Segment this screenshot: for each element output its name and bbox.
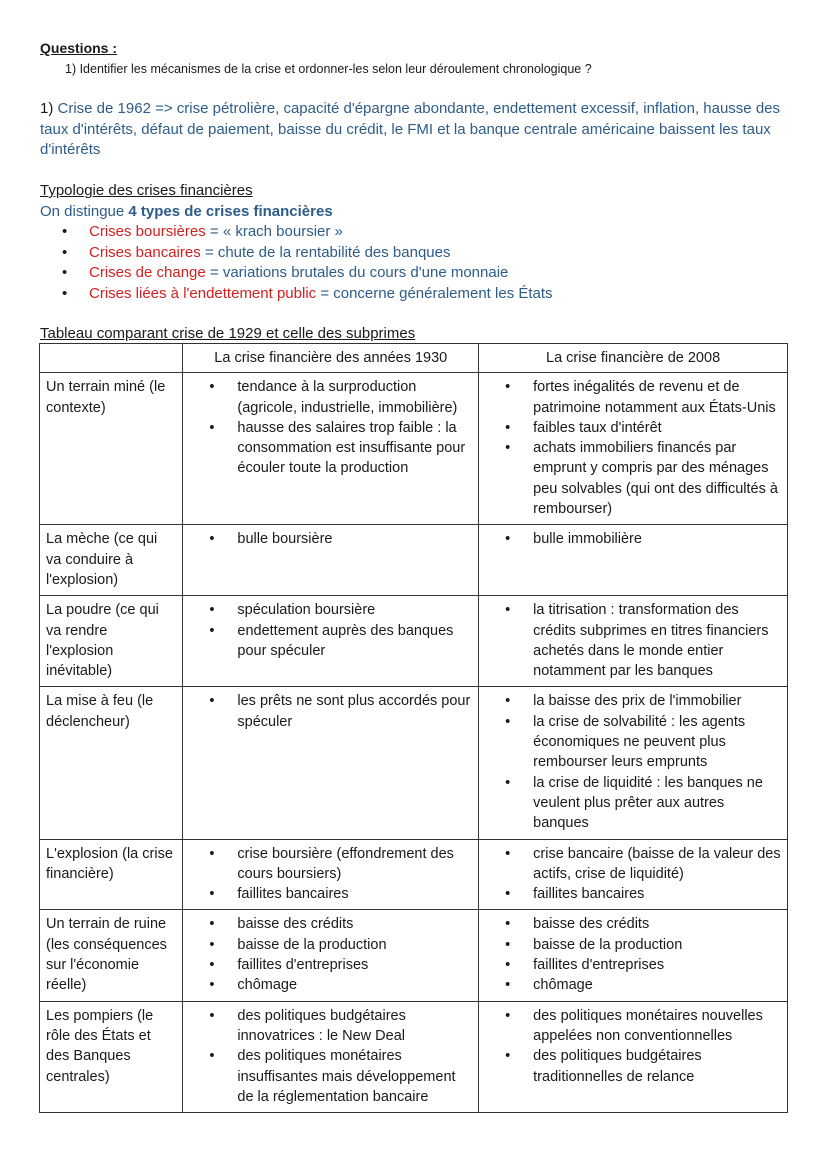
bullet-list	[485, 914, 781, 995]
header-1930: La crise financière des années 1930	[183, 344, 479, 373]
list-item-text: faillites bancaires	[533, 886, 645, 903]
crisis-type-desc: = chute de la rentabilité des banques	[200, 243, 451, 261]
bullet-list	[485, 844, 781, 905]
bullet-icon: •	[505, 977, 511, 994]
list-item-text: faillites d'entreprises	[533, 957, 665, 974]
list-item	[485, 884, 781, 904]
bullet-icon: •	[209, 1007, 215, 1024]
bullet-icon: •	[209, 845, 215, 862]
table-row	[40, 373, 788, 525]
bullet-icon: •	[209, 602, 215, 619]
row-label: Un terrain miné (le contexte)	[40, 373, 183, 525]
bullet-list	[485, 377, 781, 519]
list-item	[485, 773, 781, 834]
list-item	[62, 263, 553, 284]
bullet-list	[189, 1006, 472, 1107]
bullet-icon: •	[505, 1007, 511, 1024]
cell-2008	[479, 1001, 788, 1112]
table-row	[40, 910, 788, 1001]
list-item-text: la titrisation : transformation des crédits subprimes en titres financiers achetés dans le monde entier notamment par les banques	[533, 602, 769, 680]
crisis-type-desc: = concerne généralement les États	[316, 284, 553, 302]
crisis-type-desc: = variations brutales du cours d'une monnaie	[205, 264, 509, 281]
list-item	[485, 914, 781, 934]
bullet-list	[485, 529, 781, 549]
bullet-icon: •	[505, 886, 511, 903]
cell-2008	[479, 373, 788, 525]
table-row	[40, 525, 788, 596]
list-item	[189, 914, 472, 934]
list-item	[189, 955, 472, 975]
list-item-text: chômage	[533, 977, 593, 994]
bullet-list	[485, 600, 781, 681]
bullet-list	[189, 377, 472, 478]
bullet-icon: •	[62, 223, 68, 240]
list-item-text: bulle boursière	[237, 531, 333, 548]
list-item-text: la crise de solvabilité : les agents économiques ne peuvent plus rembourser leurs emprunts	[533, 713, 746, 771]
list-item-text: baisse de la production	[533, 936, 683, 953]
list-item-text: des politiques monétaires nouvelles appelées non conventionnelles	[533, 1007, 763, 1044]
list-item	[485, 691, 781, 711]
row-label: La mise à feu (le déclencheur)	[40, 687, 183, 839]
list-item-text: chômage	[237, 977, 298, 994]
list-item-text: faibles taux d'intérêt	[533, 419, 662, 436]
list-item-text: baisse des crédits	[237, 916, 354, 933]
list-item-text: des politiques monétaires insuffisantes mais développement de la réglementation bancaire	[237, 1048, 456, 1105]
list-item	[62, 284, 553, 305]
row-label: Un terrain de ruine (les conséquences sur l'économie réelle)	[40, 910, 183, 1001]
list-item	[485, 712, 781, 773]
typology-intro-prefix: On distingue	[40, 203, 129, 220]
question-1: 1) Identifier les mécanismes de la crise et ordonner-les selon leur déroulement chronologique ?	[65, 62, 592, 76]
bullet-icon: •	[209, 531, 215, 548]
cell-2008	[479, 687, 788, 839]
table-row	[40, 596, 788, 687]
list-item	[189, 377, 472, 418]
row-label: La poudre (ce qui va rendre l'explosion inévitable)	[40, 596, 183, 687]
list-item	[189, 600, 472, 620]
bullet-icon: •	[209, 886, 215, 903]
cell-1930	[183, 910, 479, 1001]
bullet-icon: •	[209, 916, 215, 933]
list-item-text: des politiques budgétaires innovatrices : le New Deal	[237, 1007, 406, 1044]
bullet-icon: •	[505, 531, 511, 548]
bullet-icon: •	[505, 693, 511, 710]
crisis-type-desc: = « krach boursier »	[205, 223, 343, 240]
list-item	[189, 884, 472, 904]
list-item	[485, 955, 781, 975]
typology-title: Typologie des crises financières	[40, 182, 253, 199]
bullet-icon: •	[209, 622, 215, 639]
answer-number: 1)	[40, 100, 58, 117]
bullet-list	[189, 914, 472, 995]
bullet-list	[189, 844, 472, 905]
bullet-icon: •	[209, 977, 215, 994]
comparison-table	[39, 343, 788, 1113]
list-item-text: la baisse des prix de l'immobilier	[533, 693, 742, 710]
typology-intro-bold: 4 types de crises financières	[128, 203, 333, 220]
bullet-icon: •	[209, 957, 215, 974]
bullet-icon: •	[505, 936, 511, 953]
bullet-icon: •	[505, 957, 511, 974]
table-body	[40, 373, 788, 1113]
list-item	[485, 935, 781, 955]
cell-2008	[479, 910, 788, 1001]
list-item	[189, 621, 472, 662]
list-item	[485, 1046, 781, 1087]
bullet-list	[189, 600, 472, 661]
crisis-type-name: Crises de change	[89, 264, 206, 281]
bullet-icon: •	[62, 264, 68, 281]
list-item-text: bulle immobilière	[533, 531, 642, 548]
list-item	[485, 418, 781, 438]
cell-1930	[183, 373, 479, 525]
bullet-icon: •	[209, 936, 215, 953]
cell-1930	[183, 525, 479, 596]
list-item-text: la crise de liquidité : les banques ne veulent plus prêter aux autres banques	[533, 774, 763, 832]
bullet-icon: •	[505, 713, 511, 730]
list-item-text: faillites d'entreprises	[237, 957, 369, 974]
list-item-text: achats immobiliers financés par emprunt y compris par des ménages peu solvables (qui ont des difficultés à rembourser)	[533, 440, 778, 518]
bullet-icon: •	[505, 774, 511, 791]
list-item	[189, 529, 472, 549]
list-item-text: crise boursière (effondrement des cours boursiers)	[237, 845, 454, 882]
list-item	[485, 529, 781, 549]
bullet-list	[189, 691, 472, 732]
list-item-text: les prêts ne sont plus accordés pour spéculer	[237, 693, 471, 730]
bullet-icon: •	[505, 916, 511, 933]
list-item-text: tendance à la surproduction (agricole, industrielle, immobilière)	[237, 379, 458, 416]
list-item-text: hausse des salaires trop faible : la consommation est insuffisante pour écouler toute la production	[237, 419, 466, 477]
list-item-text: fortes inégalités de revenu et de patrimoine notamment aux États-Unis	[533, 379, 776, 416]
list-item-text: des politiques budgétaires traditionnelles de relance	[533, 1048, 702, 1085]
bullet-icon: •	[62, 243, 68, 261]
list-item	[485, 377, 781, 418]
list-item	[189, 975, 472, 995]
list-item	[485, 1006, 781, 1047]
cell-1930	[183, 1001, 479, 1112]
list-item-text: baisse de la production	[237, 936, 387, 953]
table-title: Tableau comparant crise de 1929 et celle des subprimes	[40, 325, 416, 342]
list-item	[62, 222, 553, 243]
table-header-row	[40, 344, 788, 373]
list-item	[189, 691, 472, 732]
list-item-text: endettement auprès des banques pour spéculer	[237, 622, 454, 659]
row-label: L'explosion (la crise financière)	[40, 839, 183, 910]
header-2008: La crise financière de 2008	[479, 344, 788, 373]
header-empty-cell	[40, 344, 183, 373]
list-item-text: faillites bancaires	[237, 886, 349, 903]
list-item-text: spéculation boursière	[237, 602, 376, 619]
bullet-icon: •	[209, 1048, 215, 1065]
row-label: Les pompiers (le rôle des États et des Banques centrales)	[40, 1001, 183, 1112]
crisis-type-name: Crises boursières	[89, 223, 206, 240]
list-item	[189, 1046, 472, 1107]
bullet-icon: •	[505, 440, 511, 457]
crisis-types-list	[62, 222, 553, 304]
answer-1	[40, 99, 800, 161]
table-row	[40, 687, 788, 839]
table-row	[40, 839, 788, 910]
list-item	[189, 844, 472, 885]
bullet-icon: •	[505, 845, 511, 862]
cell-1930	[183, 596, 479, 687]
list-item	[62, 243, 553, 264]
cell-1930	[183, 839, 479, 910]
cell-2008	[479, 839, 788, 910]
cell-2008	[479, 525, 788, 596]
list-item-text: baisse des crédits	[533, 916, 650, 933]
bullet-icon: •	[209, 379, 215, 396]
bullet-icon: •	[505, 602, 511, 619]
bullet-list	[189, 529, 472, 549]
bullet-icon: •	[505, 419, 511, 436]
answer-text: Crise de 1962 => crise pétrolière, capacité d'épargne abondante, endettement excessif, inflation, hausse des taux d'intérêts, défaut de paiement, baisse du crédit, le FMI et la banque centrale américaine baissent les taux d'intérêts	[40, 100, 781, 158]
list-item	[485, 600, 781, 681]
crisis-type-name: Crises liées à l'endettement public	[89, 284, 317, 302]
cell-2008	[479, 596, 788, 687]
bullet-list	[485, 691, 781, 833]
list-item	[189, 1006, 472, 1047]
bullet-icon: •	[209, 419, 215, 436]
table-row	[40, 1001, 788, 1112]
list-item	[485, 438, 781, 519]
bullet-icon: •	[62, 284, 68, 302]
questions-title: Questions :	[40, 40, 118, 56]
bullet-list	[485, 1006, 781, 1087]
list-item	[485, 844, 781, 885]
list-item-text: crise bancaire (baisse de la valeur des actifs, crise de liquidité)	[533, 845, 781, 882]
bullet-icon: •	[505, 379, 511, 396]
cell-1930	[183, 687, 479, 839]
bullet-icon: •	[505, 1048, 511, 1065]
list-item	[485, 975, 781, 995]
bullet-icon: •	[209, 693, 215, 710]
row-label: La mèche (ce qui va conduire à l'explosion)	[40, 525, 183, 596]
typology-intro	[40, 203, 333, 220]
list-item	[189, 935, 472, 955]
crisis-type-name: Crises bancaires	[89, 243, 201, 261]
list-item	[189, 418, 472, 479]
